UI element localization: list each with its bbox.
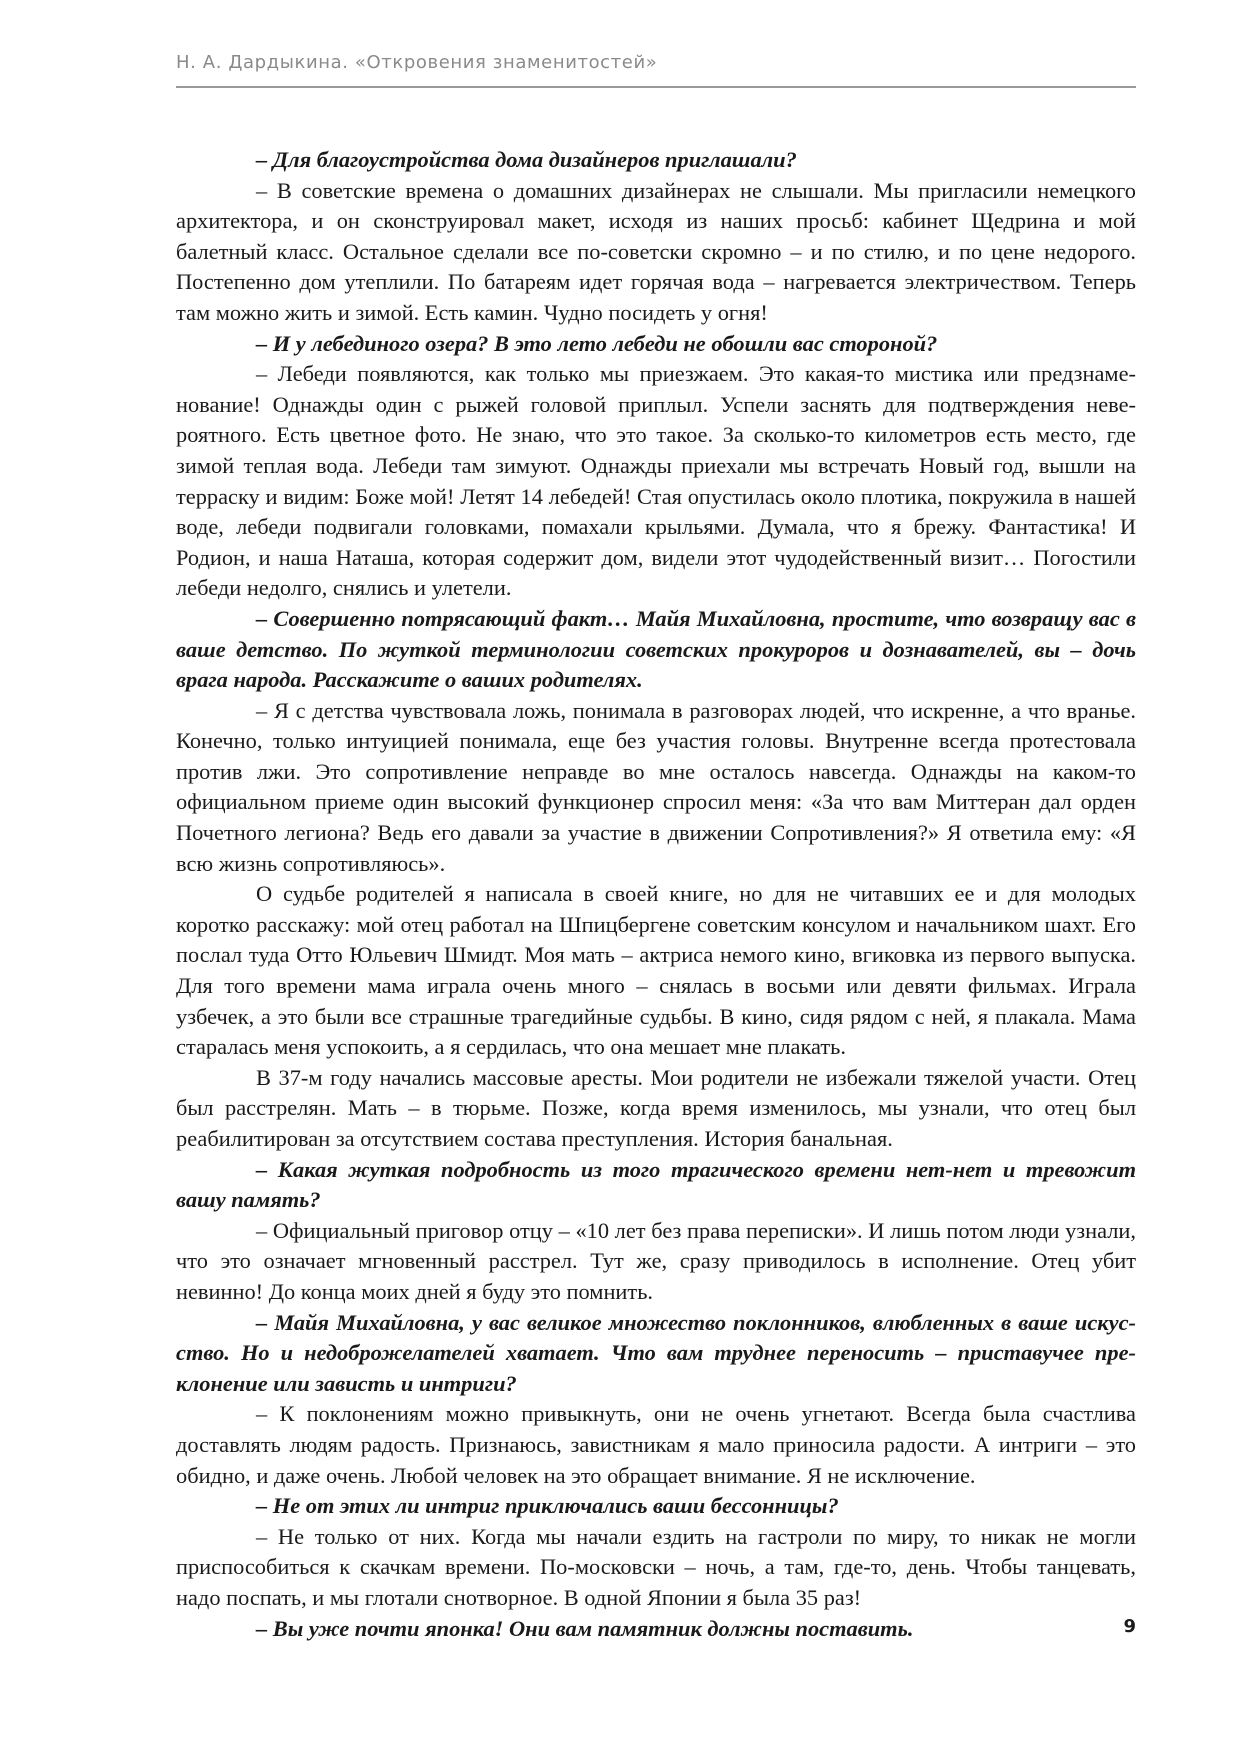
interview-answer: – Лебеди появляются, как только мы приезжаем. Это какая-то мистика или предзнаменование! Однажды один с рыжей головой приплыл. Успели заснять для подтверждения невероятного. Есть цветное фото. Не знаю, что это такое. За сколько-то километров есть место, где зимой теплая вода. Лебеди там зимуют. Однажды приехали мы встречать Новый год, вышли на терраску и видим: Боже мой! Летят 14 лебедей! Стая опустилась около плотика, покружила в нашей воде, лебеди подвигали головками, помахали крыльями. Думала, что я брежу. Фантастика! И Родион, и наша Наташа, которая содержит дом, видели этот чудодейственный визит… Погостили лебеди недолго, снялись и улетели. [176,361,1136,601]
interview-question: – Не от этих ли интриг приключались ваши бессонницы? [256,1493,839,1519]
header-rule [176,86,1136,88]
interview-question: – Совершенно потрясающий факт… Майя Михайловна, простите, что возвращу вас в ваше детство. По жуткой терминологии советских прокуроров и дознавателей, вы – дочь врага народа. Расскажите о ваших родителях. [176,605,1136,693]
interview-answer: – В советские времена о домашних дизайнерах не слышали. Мы пригласили немецкого архитектора, и он сконструировал макет, исходя из наших просьб: кабинет Щедрина и мой балетный класс. Остальное сделали все по-советски скромно – и по стилю, и по цене недорого. Постепенно дом утеплили. По батареям идет горячая вода – нагревается электричеством. Теперь там можно жить и зимой. Есть камин. Чудно посидеть у огня! [176,177,1136,325]
interview-question: – Какая жуткая подробность из того трагического времени нет-нет и тревожит вашу память? [176,1156,1136,1213]
interview-body [176,145,1136,1644]
interview-answer: – Официальный приговор отцу – «10 лет без права переписки». И лишь потом люди узнали, что это означает мгновенный расстрел. Тут же, сразу приводилось в исполнение. Отец убит невинно! До конца моих дней я буду это помнить. [176,1217,1136,1304]
interview-question: – Для благоустройства дома дизайнеров приглашали? [256,147,797,172]
interview-answer: О судьбе родителей я написала в своей книге, но для не читавших ее и для молодых коротко расскажу: мой отец работал на Шпицбергене советским консулом и начальником шахт. Его послал туда Отто Юльевич Шмидт. Моя мать – актриса немого кино, вгиковка из первого выпуска. Для того времени мама играла очень много – снялась в восьми или девяти фильмах. Играла узбечек, а это были все страшные трагедийные судьбы. В кино, сидя рядом с ней, я плакала. Мама старалась меня успокоить, а я сердилась, что она мешает мне плакать. [176,881,1136,1060]
interview-answer: – Я с детства чувствовала ложь, понимала в разговорах людей, что искренне, а что вранье. Конечно, только интуицией понимала, еще без участия головы. Внутренне всегда протестовала против лжи. Это сопротивление неправде во мне осталось навсегда. Однажды на каком-то официальном приеме один высокий функционер спросил меня: «За что вам Миттеран дал орден Почетного легиона? Ведь его давали за участие в движении Сопротивления?» Я ответила ему: «Я всю жизнь сопротивляюсь». [176,697,1136,876]
interview-question: – И у лебединого озера? В это лето лебеди не обошли вас стороной? [256,330,938,356]
interview-answer: В 37-м году начались массовые аресты. Мои родители не избежали тяжелой участи. Отец был расстрелян. Мать – в тюрьме. Позже, когда время изменилось, мы узнали, что отец был реабилитирован за отсутствием состава преступления. История банальная. [176,1064,1136,1151]
running-header: Н. А. Дардыкина. «Откровения знаменитостей» [176,52,658,73]
interview-answer: – Не только от них. Когда мы начали ездить на гастроли по миру, то никак не могли приспособиться к скачкам времени. По-московски – ночь, а там, где-то, день. Чтобы танцевать, надо поспать, и мы глотали снотворное. В одной Японии я была 35 раз! [176,1523,1136,1610]
interview-question: – Вы уже почти японка! Они вам памятник должны поставить. [256,1615,914,1641]
interview-question: – Майя Михайловна, у вас великое множество поклонников, влюбленных в ваше искусство. Но и недоброжелателей хватает. Что вам труднее переносить – приставучее преклонение или зависть и интриги? [176,1309,1136,1396]
page-number: 9 [1123,1616,1136,1637]
interview-answer: – К поклонениям можно привыкнуть, они не очень угнетают. Всегда была счастлива доставлять людям радость. Признаюсь, завистникам я мало приносила радости. А интриги – это обидно, и даже очень. Любой человек на это обращает внимание. Я не исключение. [176,1401,1136,1488]
